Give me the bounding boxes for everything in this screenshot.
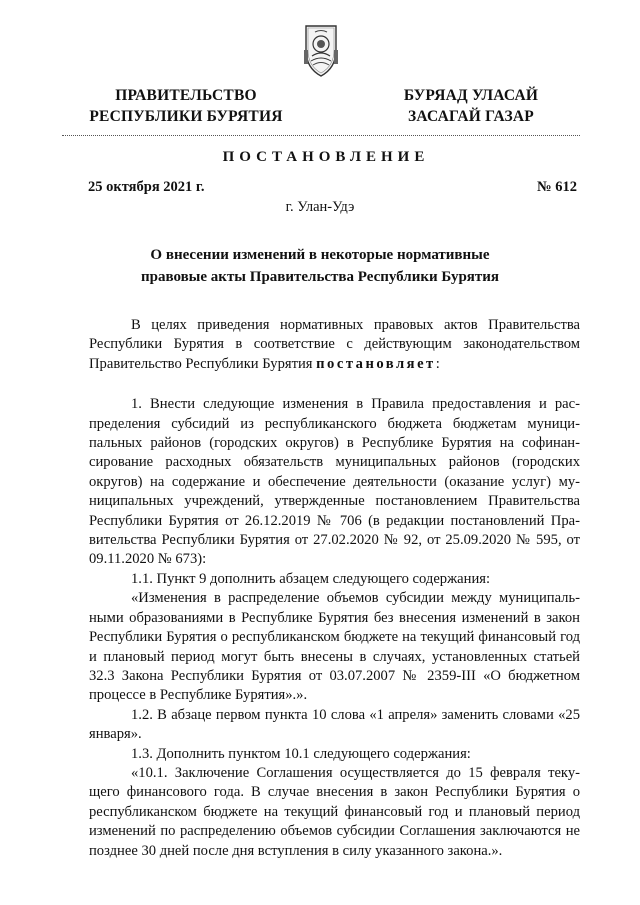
- header-separator: [62, 135, 580, 136]
- document-date: 25 октября 2021 г.: [88, 179, 205, 195]
- header-right: [396, 85, 546, 127]
- preamble-end: :: [435, 355, 440, 372]
- preamble-paragraph: [89, 316, 580, 374]
- preamble-text: В целях приведения нормативных правовых актов Правительства Республики Бурятия в соответствие с действующим законодательством Правительство Республики Бурятия: [89, 317, 580, 372]
- paragraph-1: 1. Внести следующие изменения в Правила предоставления и распределения субсидий из республиканского бюджета бюджетам муниципальных районов (городских округов) в Республике Бурятия на софинансирование расходных обязательств муниципальных районов (городских округов) на содержание и обеспечение деятельности (оказание услуг) муниципальных учреждений, утвержденные постановлением Правительства Республики Бурятия от 26.12.2019 № 706 (в редакции постановлений Правительства Республики Бурятия от 27.02.2020 № 92, от 25.09.2020 № 595, от 09.11.2020 № 673):: [89, 396, 580, 568]
- header-right-line1: БУРЯАД УЛАСАЙ: [403, 87, 539, 104]
- paragraph-1-1: 1.1. Пункт 9 дополнить абзацем следующего содержания:: [131, 570, 491, 587]
- document-type: ПОСТАНОВЛЕНИЕ: [222, 149, 430, 165]
- resolves-word: постановляет: [316, 355, 436, 372]
- document-title: [100, 244, 540, 288]
- paragraph-1-3-quote: «10.1. Заключение Соглашения осуществляется до 15 февраля текущего финансового года. В случае внесения в закон Республики Бурятия о республиканском бюджете на текущий финансовый год и плановый период изменений по распределению объемов субсидии Соглашения заключаются не позднее 30 дней после дня вступления в силу указанного закона.».: [89, 764, 580, 859]
- header-left-line1: ПРАВИТЕЛЬСТВО: [115, 87, 257, 104]
- document-city: г. Улан-Удэ: [285, 199, 355, 215]
- coat-of-arms-icon: [303, 20, 339, 80]
- title-line2: правовые акты Правительства Республики Бурятия: [140, 269, 500, 285]
- paragraph-1-3: 1.3. Дополнить пунктом 10.1 следующего содержания:: [131, 745, 471, 762]
- paragraph-1-2: 1.2. В абзаце первом пункта 10 слова «1 апреля» заменить словами «25 января».: [89, 706, 580, 743]
- header-left: [86, 85, 286, 127]
- paragraph-1-1-quote: «Изменения в распределение объемов субсидии между муниципальными образованиями в Республике Бурятия без внесения изменений в закон Республики Бурятия о республиканском бюджете на текущий финансовый год и плановый период могут быть внесены в случаях, установленных статьей 32.3 Закона Республики Бурятия от 03.07.2007 № 2359-III «О бюджетном процессе в Республике Бурятия».».: [89, 590, 580, 704]
- document-body: [89, 316, 580, 861]
- title-line1: О внесении изменений в некоторые нормативные: [150, 247, 490, 263]
- header-right-line2: ЗАСАГАЙ ГАЗАР: [408, 108, 534, 125]
- header-left-line2: РЕСПУБЛИКИ БУРЯТИЯ: [89, 108, 283, 125]
- document-number: № 612: [537, 179, 577, 195]
